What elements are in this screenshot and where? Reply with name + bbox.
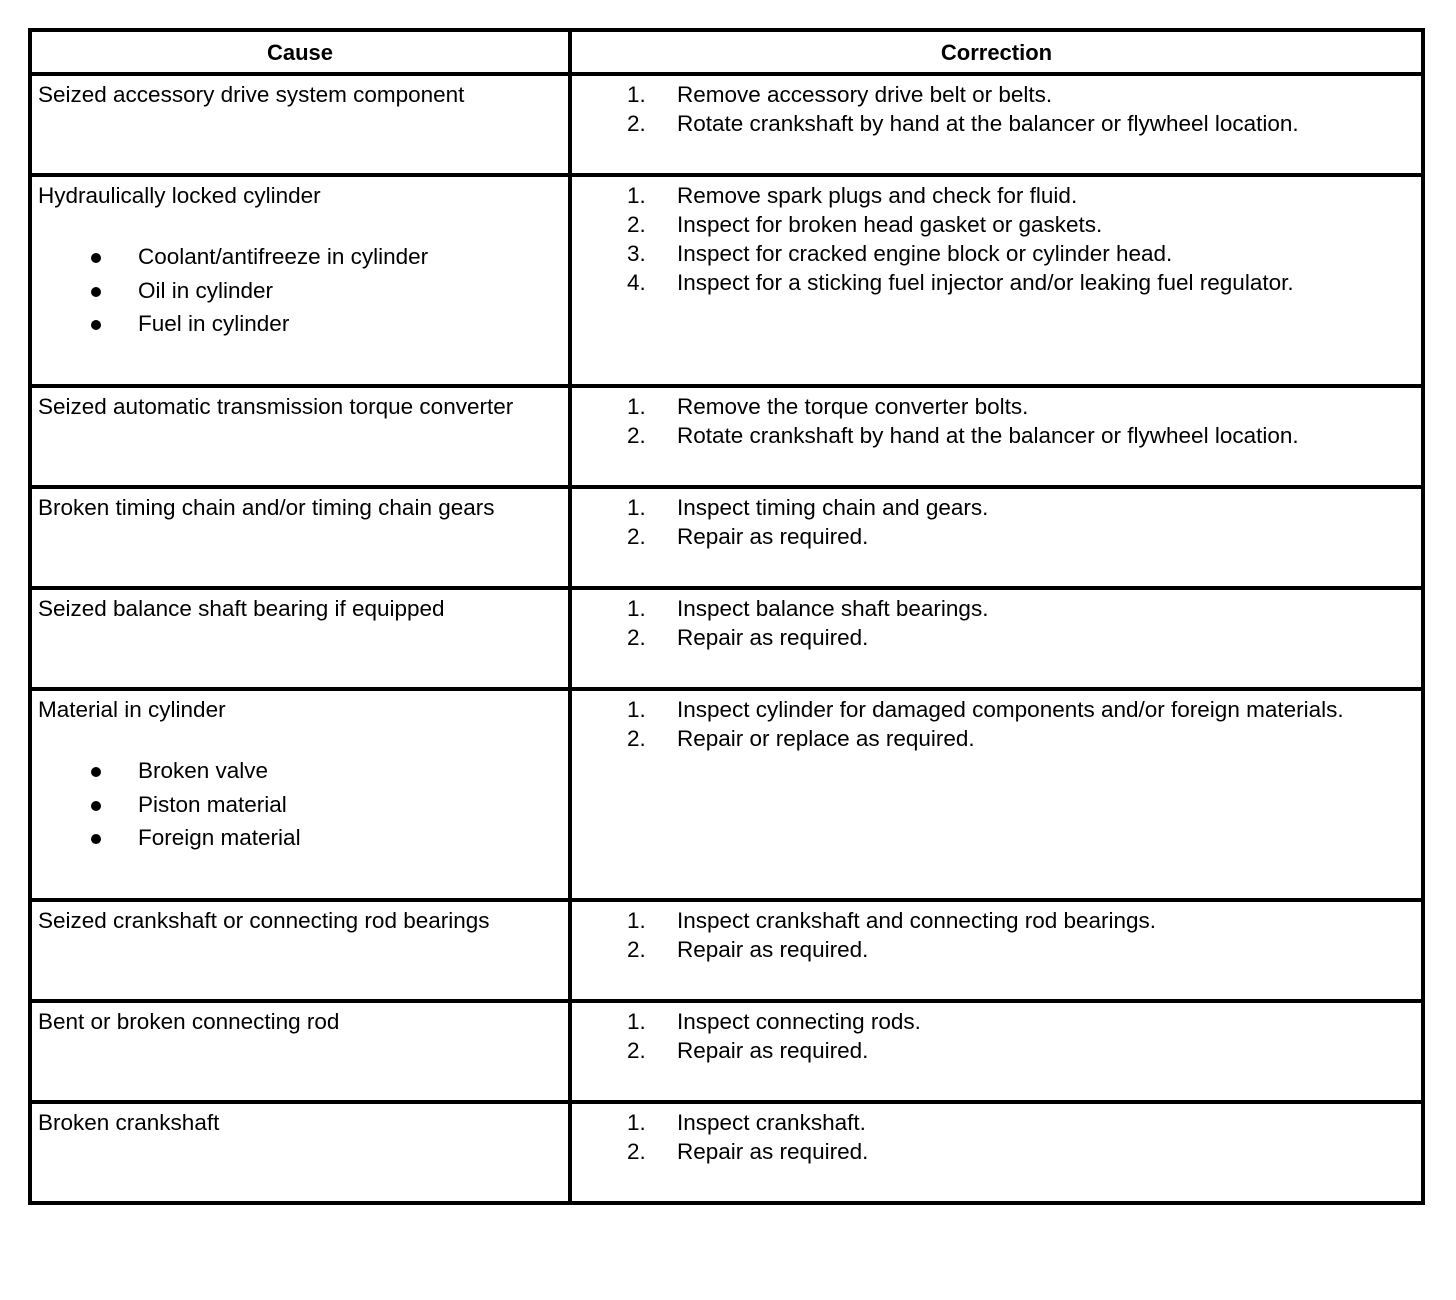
bullet-icon — [91, 834, 101, 844]
correction-step-list — [572, 1108, 1421, 1166]
correction-cell — [570, 487, 1423, 588]
cause-text: Hydraulically locked cylinder — [38, 183, 321, 208]
step-number: 2. — [627, 1038, 646, 1063]
correction-cell — [570, 386, 1423, 487]
correction-cell — [570, 588, 1423, 689]
cause-text: Seized automatic transmission torque converter — [38, 394, 514, 419]
correction-step — [572, 239, 1421, 268]
step-number: 2. — [627, 111, 646, 136]
step-number: 1. — [627, 1110, 646, 1135]
step-text: Remove accessory drive belt or belts. — [677, 82, 1053, 107]
cause-cell — [30, 175, 570, 386]
table-row — [30, 900, 1423, 1001]
step-number: 2. — [627, 726, 646, 751]
cause-text: Seized crankshaft or connecting rod bearings — [38, 908, 490, 933]
cause-cell — [30, 1001, 570, 1102]
header-correction: Correction — [570, 30, 1423, 74]
table-body — [30, 74, 1423, 1203]
correction-step — [572, 1007, 1421, 1036]
cause-bullet-item — [38, 274, 568, 308]
cause-bullet-text: Coolant/antifreeze in cylinder — [138, 244, 429, 269]
cause-bullet-text: Broken valve — [138, 758, 269, 783]
bullet-icon — [91, 320, 101, 330]
step-number: 1. — [627, 908, 646, 933]
correction-step — [572, 421, 1421, 450]
cause-cell — [30, 1102, 570, 1203]
step-number: 2. — [627, 524, 646, 549]
bullet-icon — [91, 287, 101, 297]
step-number: 2. — [627, 1139, 646, 1164]
cause-cell — [30, 588, 570, 689]
correction-cell — [570, 74, 1423, 175]
cause-bullet-list — [38, 754, 568, 855]
step-text: Rotate crankshaft by hand at the balancer or flywheel location. — [677, 111, 1299, 136]
table-header — [30, 30, 1423, 74]
correction-cell — [570, 1102, 1423, 1203]
table-row — [30, 74, 1423, 175]
correction-step-list — [572, 493, 1421, 551]
step-text: Rotate crankshaft by hand at the balancer or flywheel location. — [677, 423, 1299, 448]
correction-step — [572, 522, 1421, 551]
cause-bullet-item — [38, 240, 568, 274]
step-text: Inspect crankshaft and connecting rod bearings. — [677, 908, 1157, 933]
cause-cell — [30, 689, 570, 900]
step-number: 1. — [627, 697, 646, 722]
cause-text: Seized accessory drive system component — [38, 82, 465, 107]
step-text: Inspect balance shaft bearings. — [677, 596, 989, 621]
step-text: Inspect for cracked engine block or cylinder head. — [677, 241, 1173, 266]
cause-cell — [30, 74, 570, 175]
step-number: 1. — [627, 183, 646, 208]
cause-text: Broken timing chain and/or timing chain gears — [38, 495, 495, 520]
step-text: Inspect connecting rods. — [677, 1009, 921, 1034]
correction-step — [572, 1036, 1421, 1065]
table-row — [30, 689, 1423, 900]
cause-bullet-item — [38, 754, 568, 788]
cause-bullet-list — [38, 240, 568, 341]
cause-text: Material in cylinder — [38, 697, 226, 722]
step-text: Remove the torque converter bolts. — [677, 394, 1029, 419]
correction-step — [572, 392, 1421, 421]
header-row — [30, 30, 1423, 74]
step-text: Repair as required. — [677, 625, 869, 650]
step-text: Repair as required. — [677, 524, 869, 549]
cause-bullet-text: Piston material — [138, 791, 287, 817]
step-text: Repair as required. — [677, 1038, 869, 1063]
cause-text: Broken crankshaft — [38, 1110, 220, 1135]
cause-cell — [30, 386, 570, 487]
correction-cell — [570, 1001, 1423, 1102]
correction-step — [572, 268, 1421, 297]
bullet-icon — [91, 767, 101, 777]
correction-step-list — [572, 906, 1421, 964]
step-number: 2. — [627, 423, 646, 448]
step-text: Inspect for broken head gasket or gaskets. — [677, 212, 1103, 237]
step-text: Inspect timing chain and gears. — [677, 495, 989, 520]
step-number: 1. — [627, 82, 646, 107]
cause-text: Bent or broken connecting rod — [38, 1009, 340, 1034]
correction-step-list — [572, 392, 1421, 450]
step-text: Repair as required. — [677, 937, 869, 962]
correction-step — [572, 210, 1421, 239]
table-row — [30, 588, 1423, 689]
cause-text: Seized balance shaft bearing if equipped — [38, 596, 445, 621]
correction-step — [572, 1108, 1421, 1137]
step-number: 1. — [627, 394, 646, 419]
correction-step — [572, 695, 1421, 724]
correction-step — [572, 493, 1421, 522]
bullet-icon — [91, 801, 101, 811]
step-text: Inspect cylinder for damaged components and/or foreign materials. — [677, 697, 1344, 722]
step-number: 2. — [627, 212, 646, 237]
table-row — [30, 487, 1423, 588]
correction-cell — [570, 900, 1423, 1001]
table-row — [30, 175, 1423, 386]
header-cause: Cause — [30, 30, 570, 74]
correction-cell — [570, 689, 1423, 900]
correction-step — [572, 935, 1421, 964]
correction-step — [572, 181, 1421, 210]
cause-bullet-item — [38, 788, 568, 822]
step-number: 1. — [627, 495, 646, 520]
correction-step — [572, 594, 1421, 623]
table-row — [30, 1001, 1423, 1102]
step-number: 1. — [627, 1009, 646, 1034]
step-text: Repair as required. — [677, 1139, 869, 1164]
cause-bullet-text: Oil in cylinder — [138, 277, 274, 303]
step-number: 2. — [627, 937, 646, 962]
correction-step-list — [572, 80, 1421, 138]
correction-step-list — [572, 1007, 1421, 1065]
table-row — [30, 1102, 1423, 1203]
cause-bullet-item — [38, 821, 568, 855]
step-number: 4. — [627, 270, 646, 295]
cause-correction-table — [28, 28, 1425, 1205]
cause-bullet-text: Foreign material — [138, 825, 301, 850]
correction-step — [572, 724, 1421, 753]
correction-step-list — [572, 695, 1421, 753]
step-text: Inspect for a sticking fuel injector and/or leaking fuel regulator. — [677, 270, 1294, 295]
correction-step-list — [572, 594, 1421, 652]
step-number: 3. — [627, 241, 646, 266]
bullet-icon — [91, 253, 101, 263]
step-number: 1. — [627, 596, 646, 621]
step-text: Inspect crankshaft. — [677, 1110, 866, 1135]
correction-step — [572, 623, 1421, 652]
step-number: 2. — [627, 625, 646, 650]
table-row — [30, 386, 1423, 487]
cause-bullet-item — [38, 307, 568, 341]
correction-step — [572, 80, 1421, 109]
cause-cell — [30, 487, 570, 588]
correction-step-list — [572, 181, 1421, 297]
correction-step — [572, 906, 1421, 935]
cause-bullet-text: Fuel in cylinder — [138, 311, 290, 336]
cause-cell — [30, 900, 570, 1001]
correction-step — [572, 1137, 1421, 1166]
step-text: Remove spark plugs and check for fluid. — [677, 183, 1078, 208]
correction-step — [572, 109, 1421, 138]
correction-cell — [570, 175, 1423, 386]
step-text: Repair or replace as required. — [677, 726, 975, 751]
